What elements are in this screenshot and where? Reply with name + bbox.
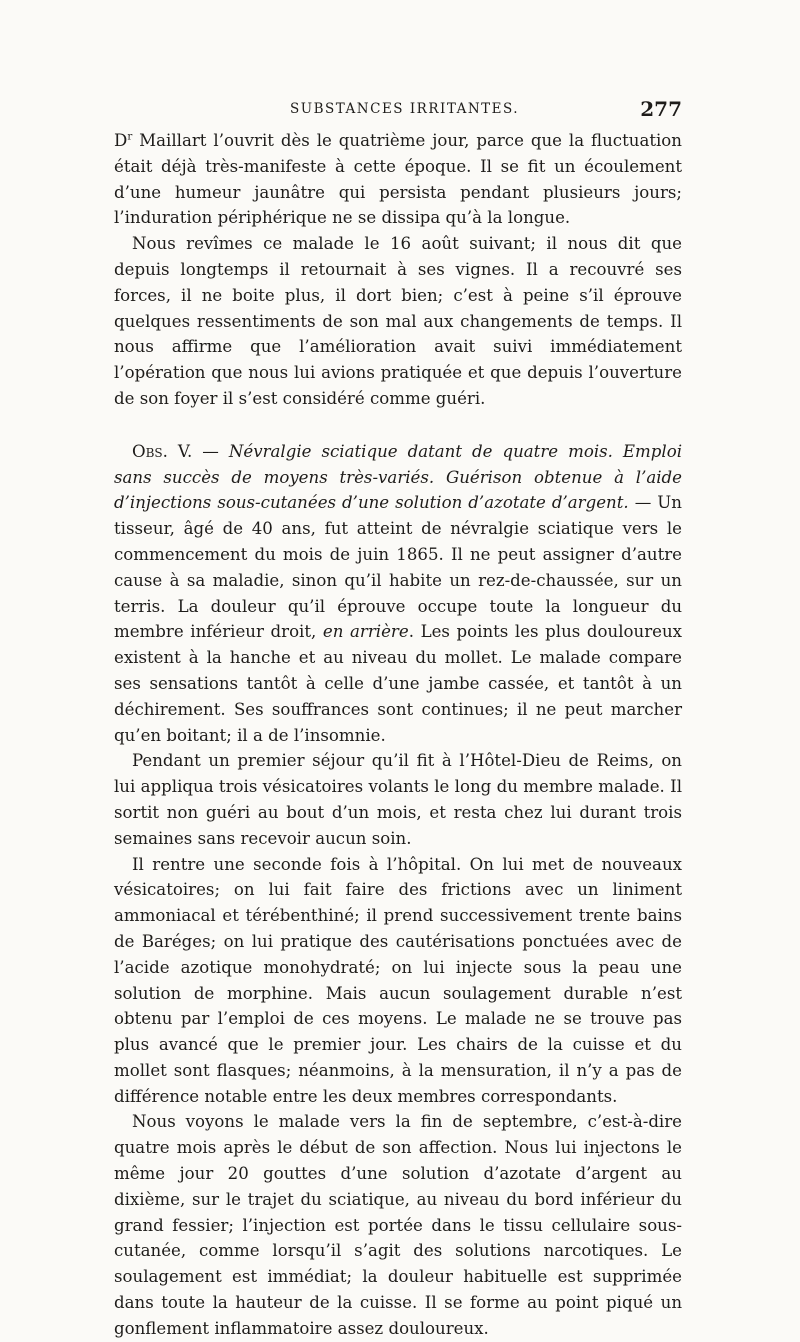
paragraph: Il rentre une seconde fois à l’hôpital. On lui met de nouveaux vésicatoires; on lui fait faire des frictions avec un liniment ammoniacal et térébenthiné; il prend successivement trente bains de Baréges; on lui pratique des cautérisations ponctuées avec de l’acide azotique monohydraté; on lui injecte sous la peau une solution de morphine. Mais aucun soulagement durable n’est obtenu par l’emploi de ces moyens. Le malade ne se trouve pas plus avancé que le premier jour. Les chairs de la cuisse et du mollet sont flasques; néanmoins, à la mensuration, il n’y a pas de différence notable entre les deux membres correspondants.: [114, 854, 682, 1106]
doctor-abbrev-superscript: r: [127, 130, 133, 143]
observation-title: Névralgie sciatique datant de quatre mois. Emploi sans succès de moyens très-variés. Guérison obtenue à l’aide d’injections sous-cutanées d’une solution d’azotate d’argent.: [114, 441, 682, 513]
page-number: 277: [640, 97, 682, 121]
running-head: SUBSTANCES IRRITANTES.: [290, 101, 520, 117]
paragraph-continuation: [114, 128, 682, 231]
paragraph-text: . Les points les plus douloureux existent à la hanche et au niveau du mollet. Le malade compare ses sensations tantôt à celle d’une jambe cassée, et tantôt à un déchirement. Ses souffrances sont continues; il ne peut marcher qu’en boitant; il a de l’insomnie.: [114, 622, 683, 745]
doctor-abbrev: D: [114, 131, 128, 150]
body-text: [114, 128, 682, 1342]
paragraph: Nous revîmes ce malade le 16 août suivant; il nous dit que depuis longtemps il retournait à ses vignes. Il a recouvré ses forces, il ne boite plus, il dort bien; c’est à peine s’il éprouve quelques ressentiments de son mal aux changements de temps. Il nous affirme que l’amélioration avait suivi immédiatement l’opération que nous lui avions pratiquée et que depuis l’ouverture de son foyer il s’est considéré comme guéri.: [114, 234, 682, 408]
paragraph: Pendant un premier séjour qu’il fit à l’Hôtel-Dieu de Reims, on lui appliqua trois vésicatoires volants le long du membre malade. Il sortit non guéri au bout d’un mois, et resta chez lui durant trois semaines sans recevoir aucun soin.: [114, 751, 682, 848]
paragraph-text: Maillart l’ouvrit dès le quatrième jour, parce que la fluctuation était déjà très-manifeste à cette époque. Il se fit un écoulement d’une humeur jaunâtre qui persista pendant plusieurs jours; l’induration périphérique ne se dissipa qu’à la longue.: [114, 131, 682, 228]
paragraph: Nous voyons le malade vers la fin de septembre, c’est-à-dire quatre mois après le début de son affection. Nous lui injectons le même jour 20 gouttes d’une solution d’azotate d’argent au dixième, sur le trajet du sciatique, au niveau du bord inférieur du grand fessier; l’injection est portée dans le tissu cellulaire sous-cutanée, comme lorsqu’il s’agit des solutions narcotiques. Le soulagement est immédiat; la douleur habituelle est supprimée dans toute la hauteur de la cuisse. Il se forme au point piqué un gonflement inflammatoire assez douloureux.: [114, 1112, 682, 1338]
italic-phrase: en arrière: [322, 622, 409, 642]
observation-paragraph: [114, 439, 682, 749]
paragraph-text: — Un tisseur, âgé de 40 ans, fut atteint de névralgie sciatique vers le commencement du mois de juin 1865. Il ne peut assigner d’autre cause à sa maladie, sinon qu’il habite un rez-de-chaussée, sur un terris. La douleur qu’il éprouve occupe toute la longueur du membre inférieur droit,: [114, 493, 682, 642]
observation-label: Obs. V. —: [132, 441, 219, 461]
